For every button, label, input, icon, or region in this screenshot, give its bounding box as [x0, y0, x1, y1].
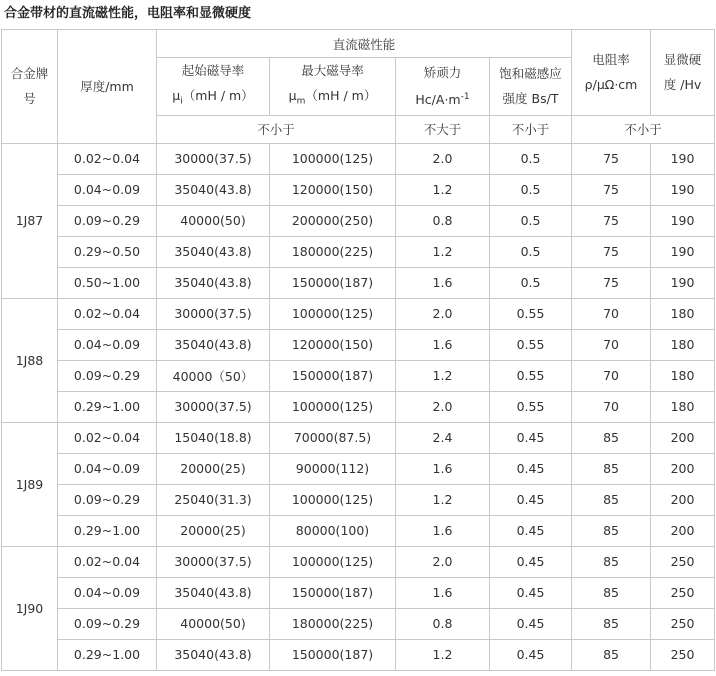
- resistivity-cell: 85: [572, 577, 651, 608]
- mui-subscript: i: [180, 96, 183, 107]
- saturation-cell: 0.45: [490, 608, 572, 639]
- resistivity-cell: 70: [572, 329, 651, 360]
- alloy-grade-cell: 1J90: [2, 546, 58, 670]
- table-row: [2, 484, 715, 515]
- resistivity-cell: 85: [572, 484, 651, 515]
- table-title: 合金带材的直流磁性能，电阻率和显微硬度: [4, 6, 252, 21]
- limit-not-less-permeability: 不小于: [157, 115, 396, 143]
- max-permeability-cell: 90000(112): [270, 453, 396, 484]
- resistivity-cell: 75: [572, 143, 651, 174]
- hardness-cell: 250: [651, 546, 715, 577]
- table-row: [2, 515, 715, 546]
- max-permeability-cell: 150000(187): [270, 577, 396, 608]
- initial-permeability-cell: 15040(18.8): [157, 422, 270, 453]
- table-row: [2, 236, 715, 267]
- hardness-cell: 190: [651, 174, 715, 205]
- initial-permeability-cell: 30000(37.5): [157, 391, 270, 422]
- coercivity-cell: 1.6: [396, 453, 490, 484]
- initial-permeability-cell: 35040(43.8): [157, 236, 270, 267]
- header-initial-permeability: [157, 58, 270, 116]
- saturation-cell: 0.45: [490, 546, 572, 577]
- header-alloy: 合金牌号: [2, 30, 58, 144]
- resistivity-cell: 70: [572, 298, 651, 329]
- table-row: [2, 267, 715, 298]
- header-mui-line2: [157, 83, 269, 115]
- max-permeability-cell: 120000(150): [270, 174, 396, 205]
- hardness-cell: 200: [651, 515, 715, 546]
- initial-permeability-cell: 25040(31.3): [157, 484, 270, 515]
- coercivity-cell: 2.0: [396, 298, 490, 329]
- max-permeability-cell: 70000(87.5): [270, 422, 396, 453]
- saturation-cell: 0.5: [490, 267, 572, 298]
- saturation-cell: 0.55: [490, 329, 572, 360]
- coercivity-cell: 1.2: [396, 639, 490, 670]
- thickness-cell: 0.02~0.04: [58, 143, 157, 174]
- thickness-cell: 0.09~0.29: [58, 360, 157, 391]
- limit-not-more-coercivity: 不大于: [396, 115, 490, 143]
- resistivity-cell: 75: [572, 174, 651, 205]
- coercivity-cell: 1.2: [396, 236, 490, 267]
- header-hc-line2: [396, 85, 489, 112]
- max-permeability-cell: 150000(187): [270, 360, 396, 391]
- saturation-cell: 0.45: [490, 453, 572, 484]
- coercivity-cell: 1.2: [396, 174, 490, 205]
- max-permeability-cell: 100000(125): [270, 391, 396, 422]
- header-hc-line1: 矫顽力: [423, 65, 462, 81]
- header-mum-line1: 最大磁导率: [301, 63, 364, 78]
- coercivity-cell: 1.2: [396, 360, 490, 391]
- header-thickness: 厚度/mm: [58, 30, 157, 144]
- coercivity-cell: 1.2: [396, 484, 490, 515]
- coercivity-cell: 2.4: [396, 422, 490, 453]
- coercivity-cell: 2.0: [396, 143, 490, 174]
- header-resistivity-line2: ρ/μΩ·cm: [584, 77, 638, 93]
- max-permeability-cell: 150000(187): [270, 639, 396, 670]
- initial-permeability-cell: 35040(43.8): [157, 174, 270, 205]
- table-row: [2, 174, 715, 205]
- table-row: [2, 329, 715, 360]
- header-coercivity: [396, 58, 490, 116]
- coercivity-cell: 2.0: [396, 391, 490, 422]
- table-row: [2, 391, 715, 422]
- initial-permeability-cell: 20000(25): [157, 453, 270, 484]
- resistivity-cell: 70: [572, 391, 651, 422]
- resistivity-cell: 75: [572, 236, 651, 267]
- hardness-cell: 250: [651, 577, 715, 608]
- initial-permeability-cell: 35040(43.8): [157, 329, 270, 360]
- max-permeability-cell: 100000(125): [270, 484, 396, 515]
- initial-permeability-cell: 35040(43.8): [157, 267, 270, 298]
- initial-permeability-cell: 40000（50）: [157, 360, 270, 391]
- initial-permeability-cell: 35040(43.8): [157, 577, 270, 608]
- header-hardness-line2: 度 /Hv: [663, 77, 702, 93]
- resistivity-cell: 85: [572, 515, 651, 546]
- hardness-cell: 190: [651, 236, 715, 267]
- hardness-cell: 180: [651, 391, 715, 422]
- max-permeability-cell: 120000(150): [270, 329, 396, 360]
- thickness-cell: 0.02~0.04: [58, 298, 157, 329]
- saturation-cell: 0.55: [490, 391, 572, 422]
- coercivity-cell: 0.8: [396, 608, 490, 639]
- header-bs-line2: 强度 Bs/T: [502, 91, 559, 107]
- thickness-cell: 0.29~1.00: [58, 391, 157, 422]
- coercivity-cell: 1.6: [396, 267, 490, 298]
- hardness-cell: 200: [651, 453, 715, 484]
- resistivity-cell: 85: [572, 639, 651, 670]
- header-dc-group: 直流磁性能: [157, 30, 572, 58]
- saturation-cell: 0.5: [490, 174, 572, 205]
- header-row-1: [2, 30, 715, 58]
- saturation-cell: 0.55: [490, 298, 572, 329]
- table-row: [2, 205, 715, 236]
- saturation-cell: 0.45: [490, 577, 572, 608]
- hardness-cell: 200: [651, 422, 715, 453]
- table-row: [2, 639, 715, 670]
- header-resistivity-line1: 电阻率: [592, 52, 630, 68]
- table-row: [2, 422, 715, 453]
- limit-not-less-saturation: 不小于: [490, 115, 572, 143]
- initial-permeability-cell: 35040(43.8): [157, 639, 270, 670]
- resistivity-cell: 75: [572, 267, 651, 298]
- coercivity-cell: 1.6: [396, 577, 490, 608]
- thickness-cell: 0.04~0.09: [58, 577, 157, 608]
- thickness-cell: 0.02~0.04: [58, 546, 157, 577]
- hc-superscript: -1: [460, 92, 470, 103]
- mum-symbol: μ: [288, 88, 297, 103]
- resistivity-cell: 85: [572, 453, 651, 484]
- thickness-cell: 0.02~0.04: [58, 422, 157, 453]
- saturation-cell: 0.5: [490, 205, 572, 236]
- mum-unit: （mH / m）: [305, 88, 377, 103]
- hardness-cell: 190: [651, 205, 715, 236]
- thickness-cell: 0.09~0.29: [58, 205, 157, 236]
- header-mui-line1: 起始磁导率: [181, 63, 245, 78]
- resistivity-cell: 70: [572, 360, 651, 391]
- table-row: [2, 577, 715, 608]
- alloy-grade-cell: 1J89: [2, 422, 58, 546]
- table-row: [2, 608, 715, 639]
- saturation-cell: 0.5: [490, 236, 572, 267]
- limit-not-less-resistivity-hardness: 不小于: [572, 115, 715, 143]
- coercivity-cell: 0.8: [396, 205, 490, 236]
- coercivity-cell: 1.6: [396, 515, 490, 546]
- hc-unit: Hc/A·m: [415, 92, 461, 108]
- hardness-cell: 190: [651, 143, 715, 174]
- hardness-cell: 250: [651, 608, 715, 639]
- mum-subscript: m: [296, 96, 306, 107]
- saturation-cell: 0.5: [490, 143, 572, 174]
- coercivity-cell: 2.0: [396, 546, 490, 577]
- thickness-cell: 0.04~0.09: [58, 329, 157, 360]
- max-permeability-cell: 100000(125): [270, 298, 396, 329]
- max-permeability-cell: 200000(250): [270, 205, 396, 236]
- alloy-grade-cell: 1J87: [2, 143, 58, 298]
- table-row: [2, 360, 715, 391]
- mui-symbol: μ: [172, 88, 181, 103]
- hardness-cell: 190: [651, 267, 715, 298]
- alloy-properties-table: [1, 29, 715, 671]
- saturation-cell: 0.45: [490, 484, 572, 515]
- thickness-cell: 0.29~0.50: [58, 236, 157, 267]
- max-permeability-cell: 80000(100): [270, 515, 396, 546]
- hardness-cell: 200: [651, 484, 715, 515]
- thickness-cell: 0.50~1.00: [58, 267, 157, 298]
- saturation-cell: 0.45: [490, 639, 572, 670]
- thickness-cell: 0.09~0.29: [58, 608, 157, 639]
- header-hardness: [651, 30, 715, 116]
- initial-permeability-cell: 40000(50): [157, 608, 270, 639]
- thickness-cell: 0.29~1.00: [58, 515, 157, 546]
- max-permeability-cell: 150000(187): [270, 267, 396, 298]
- alloy-grade-cell: 1J88: [2, 298, 58, 422]
- table-row: [2, 298, 715, 329]
- thickness-cell: 0.04~0.09: [58, 453, 157, 484]
- resistivity-cell: 85: [572, 546, 651, 577]
- header-max-permeability: [270, 58, 396, 116]
- resistivity-cell: 85: [572, 608, 651, 639]
- max-permeability-cell: 180000(225): [270, 608, 396, 639]
- max-permeability-cell: 100000(125): [270, 546, 396, 577]
- mui-unit: （mH / m）: [182, 88, 254, 103]
- saturation-cell: 0.55: [490, 360, 572, 391]
- initial-permeability-cell: 30000(37.5): [157, 298, 270, 329]
- hardness-cell: 180: [651, 298, 715, 329]
- table-row: [2, 546, 715, 577]
- header-resistivity: [572, 30, 651, 116]
- saturation-cell: 0.45: [490, 515, 572, 546]
- initial-permeability-cell: 30000(37.5): [157, 546, 270, 577]
- hardness-cell: 180: [651, 329, 715, 360]
- table-row: [2, 143, 715, 174]
- max-permeability-cell: 180000(225): [270, 236, 396, 267]
- resistivity-cell: 75: [572, 205, 651, 236]
- table-row: [2, 453, 715, 484]
- initial-permeability-cell: 40000(50): [157, 205, 270, 236]
- resistivity-cell: 85: [572, 422, 651, 453]
- thickness-cell: 0.04~0.09: [58, 174, 157, 205]
- thickness-cell: 0.09~0.29: [58, 484, 157, 515]
- header-bs-line1: 饱和磁感应: [499, 66, 562, 82]
- hardness-cell: 180: [651, 360, 715, 391]
- thickness-cell: 0.29~1.00: [58, 639, 157, 670]
- hardness-cell: 250: [651, 639, 715, 670]
- header-hardness-line1: 显微硬: [663, 52, 702, 68]
- initial-permeability-cell: 20000(25): [157, 515, 270, 546]
- max-permeability-cell: 100000(125): [270, 143, 396, 174]
- saturation-cell: 0.45: [490, 422, 572, 453]
- initial-permeability-cell: 30000(37.5): [157, 143, 270, 174]
- header-saturation: [490, 58, 572, 116]
- coercivity-cell: 1.6: [396, 329, 490, 360]
- header-mum-line2: [270, 83, 395, 115]
